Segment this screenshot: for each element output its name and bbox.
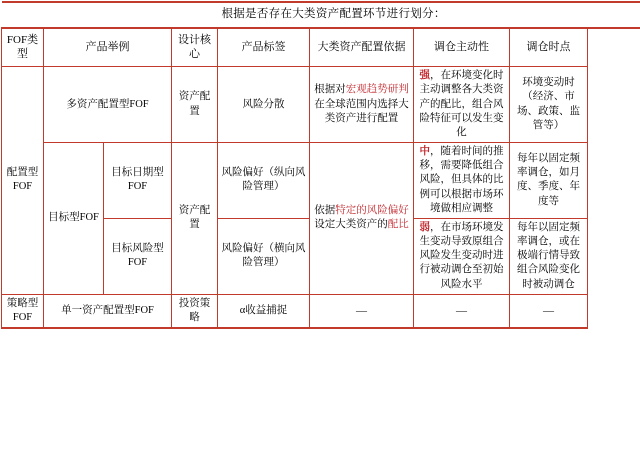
basis2-text-mid: 设定大类资产的 xyxy=(314,219,388,230)
header-allocation-basis: 大类资产配置依据 xyxy=(310,28,414,67)
cell-timing-environment: 环境变动时（经济、市场、政策、监管等） xyxy=(510,67,588,143)
cell-tag-alpha-capture: α收益捕捉 xyxy=(218,294,310,328)
basis2-text-pre: 依据 xyxy=(314,205,335,216)
cell-tag-risk-diversification: 风险分散 xyxy=(218,67,310,143)
cell-timing-none: — xyxy=(510,294,588,328)
cell-activeness-weak xyxy=(414,218,510,294)
basis2-text-highlight: 特定的风险偏好 xyxy=(335,205,409,216)
cell-fof-type-allocation: 配置型FOF xyxy=(2,67,44,295)
basis-text-highlight: 宏观趋势研判 xyxy=(346,84,409,95)
header-product-tag: 产品标签 xyxy=(218,28,310,67)
header-design-core: 设计核心 xyxy=(172,28,218,67)
cell-example-single-asset: 单一资产配置型FOF xyxy=(44,294,172,328)
cell-example-target-date: 目标日期型FOF xyxy=(104,143,172,219)
header-fof-type: FOF类型 xyxy=(2,28,44,67)
cell-tag-risk-preference-horizontal: 风险偏好（横向风险管理） xyxy=(218,218,310,294)
cell-basis-risk-preference xyxy=(310,143,414,295)
cell-example-target-risk: 目标风险型FOF xyxy=(104,218,172,294)
activeness-level-strong: 强 xyxy=(420,70,431,81)
table-row xyxy=(2,143,640,219)
cell-subgroup-target-fof: 目标型FOF xyxy=(44,143,104,295)
basis-text-pre: 根据对 xyxy=(314,84,346,95)
cell-activeness-none: — xyxy=(414,294,510,328)
cell-example-multi-asset: 多资产配置型FOF xyxy=(44,67,172,143)
document-page xyxy=(0,1,640,454)
cell-basis-none: — xyxy=(310,294,414,328)
table-title: 根据是否存在大类资产配置环节进行划分： xyxy=(2,2,640,28)
cell-activeness-strong xyxy=(414,67,510,143)
cell-core-asset-allocation-1: 资产配置 xyxy=(172,67,218,143)
cell-timing-passive: 每年以固定频率调仓，或在极端行情导致组合风险变化时被动调仓 xyxy=(510,218,588,294)
activeness-desc-strong: ，在环境变化时主动调整各大类资产的配比，组合风险特征可以发生变化 xyxy=(420,70,504,138)
cell-fof-type-strategy: 策略型FOF xyxy=(2,294,44,328)
table-row xyxy=(2,294,640,328)
activeness-level-medium: 中 xyxy=(420,146,431,157)
fof-classification-table xyxy=(1,1,640,329)
cell-timing-fixed-frequency: 每年以固定频率调仓，如月度、季度、年度等 xyxy=(510,143,588,219)
cell-core-investment-strategy: 投资策略 xyxy=(172,294,218,328)
table-row xyxy=(2,67,640,143)
cell-tag-risk-preference-vertical: 风险偏好（纵向风险管理） xyxy=(218,143,310,219)
header-product-example: 产品举例 xyxy=(44,28,172,67)
activeness-desc-weak: ，在市场环境发生变动导致原组合风险发生变动时进行被动调仓至初始风险水平 xyxy=(420,222,504,290)
cell-activeness-medium xyxy=(414,143,510,219)
cell-basis-macro xyxy=(310,67,414,143)
header-rebalance-timing: 调仓时点 xyxy=(510,28,588,67)
title-row xyxy=(2,2,640,28)
activeness-desc-medium: ，随着时间的推移，需要降低组合风险，但具体的比例可以根据市场环境做相应调整 xyxy=(420,146,504,214)
cell-core-asset-allocation-2: 资产配置 xyxy=(172,143,218,295)
basis2-text-highlight2: 配比 xyxy=(388,219,409,230)
basis-text-post: 在全球范围内选择大类资产进行配置 xyxy=(314,99,409,124)
activeness-level-weak: 弱 xyxy=(420,222,431,233)
header-rebalance-activeness: 调仓主动性 xyxy=(414,28,510,67)
header-row xyxy=(2,28,640,67)
